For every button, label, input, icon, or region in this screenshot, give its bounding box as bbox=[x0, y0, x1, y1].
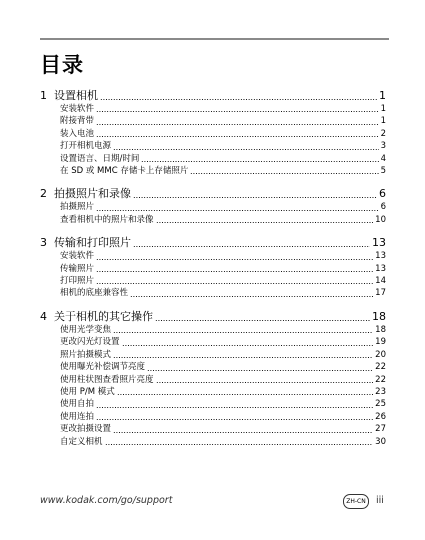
subentry-page: 10 bbox=[375, 214, 386, 225]
toc-subentry[interactable] bbox=[40, 115, 386, 127]
subentry-title: 安装软件 bbox=[60, 251, 95, 262]
subentry-title: 打开相机电源 bbox=[60, 141, 112, 152]
subentry-page: 13 bbox=[375, 251, 386, 262]
subentry-page: 25 bbox=[375, 399, 386, 410]
subentry-page: 1 bbox=[380, 116, 386, 127]
subentry-title: 自定义相机 bbox=[60, 436, 103, 447]
subentry-title: 设置语言、日期/时间 bbox=[60, 153, 140, 164]
toc-subentry[interactable] bbox=[40, 287, 386, 299]
subentry-title: 附接背带 bbox=[60, 116, 95, 127]
dot-leader bbox=[141, 161, 378, 162]
dot-leader bbox=[96, 259, 373, 260]
dot-leader bbox=[113, 357, 373, 358]
toc-subentry[interactable] bbox=[40, 140, 386, 152]
subentry-page: 3 bbox=[380, 141, 386, 152]
footer-url[interactable]: www.kodak.com/go/support bbox=[40, 495, 173, 506]
chapter-number: 3 bbox=[40, 236, 47, 250]
toc-section bbox=[40, 235, 386, 300]
subentry-page: 27 bbox=[375, 424, 386, 435]
language-badge: ZH-CN bbox=[343, 494, 369, 509]
subentry-page: 17 bbox=[375, 288, 386, 299]
subentry-page: 18 bbox=[375, 324, 386, 335]
dot-leader bbox=[113, 432, 373, 433]
subentry-page: 26 bbox=[375, 411, 386, 422]
toc-subentry[interactable] bbox=[40, 349, 386, 361]
subentry-page: 1 bbox=[380, 104, 386, 114]
chapter-title: 设置相机 bbox=[54, 89, 98, 102]
subentry-page: 20 bbox=[375, 349, 386, 360]
toc-subentry[interactable] bbox=[40, 423, 386, 435]
toc-subentry[interactable] bbox=[40, 386, 386, 398]
subentry-title: 传输照片 bbox=[60, 263, 95, 274]
toc-subentry[interactable] bbox=[40, 398, 386, 410]
chapter-page: 13 bbox=[372, 236, 386, 250]
chapter-number: 1 bbox=[40, 89, 47, 102]
subentry-title: 使用 P/M 模式 bbox=[60, 386, 115, 397]
chapter-page: 1 bbox=[379, 89, 386, 102]
dot-leader bbox=[133, 246, 370, 247]
dot-leader bbox=[96, 271, 373, 272]
subentry-page: 4 bbox=[380, 153, 386, 164]
top-rule bbox=[40, 38, 389, 40]
toc-chapter-entry[interactable] bbox=[40, 309, 386, 324]
dot-leader bbox=[100, 99, 377, 100]
subentry-page: 22 bbox=[375, 374, 386, 385]
subentry-title: 使用光学变焦 bbox=[60, 324, 112, 335]
subentry-title: 装入电池 bbox=[60, 128, 95, 139]
subentry-title: 更改闪光灯设置 bbox=[60, 337, 120, 348]
subentry-page: 6 bbox=[380, 202, 386, 213]
toc-subentry[interactable] bbox=[40, 436, 386, 448]
toc-chapter-entry[interactable] bbox=[40, 88, 386, 103]
page-title: 目录 bbox=[40, 53, 84, 77]
toc-subentry[interactable] bbox=[40, 165, 386, 177]
toc-chapter-entry[interactable] bbox=[40, 235, 386, 250]
subentry-page: 30 bbox=[375, 436, 386, 447]
toc-section bbox=[40, 186, 386, 226]
toc-subentry[interactable] bbox=[40, 374, 386, 386]
toc-subentry[interactable] bbox=[40, 201, 386, 213]
subentry-title: 使用自拍 bbox=[60, 399, 95, 410]
chapter-title: 传输和打印照片 bbox=[54, 236, 131, 250]
dot-leader bbox=[117, 394, 373, 395]
toc-subentry[interactable] bbox=[40, 324, 386, 336]
toc-subentry[interactable] bbox=[40, 361, 386, 373]
subentry-title: 使用柱状图查看照片亮度 bbox=[60, 374, 154, 385]
subentry-title: 照片拍摄模式 bbox=[60, 349, 112, 360]
dot-leader bbox=[96, 124, 379, 125]
subentry-page: 2 bbox=[380, 128, 386, 139]
dot-leader bbox=[96, 111, 379, 112]
subentry-title: 打印照片 bbox=[60, 276, 95, 287]
dot-leader bbox=[130, 296, 373, 297]
dot-leader bbox=[105, 444, 374, 445]
subentry-title: 安装软件 bbox=[60, 104, 95, 114]
dot-leader bbox=[190, 173, 378, 174]
toc-subentry[interactable] bbox=[40, 263, 386, 275]
chapter-title: 拍摄照片和录像 bbox=[54, 187, 131, 201]
chapter-number: 4 bbox=[40, 309, 47, 323]
dot-leader bbox=[147, 370, 373, 371]
page-number: iii bbox=[376, 495, 384, 506]
subentry-page: 13 bbox=[375, 263, 386, 274]
toc-subentry[interactable] bbox=[40, 275, 386, 287]
dot-leader bbox=[96, 419, 373, 420]
subentry-page: 22 bbox=[375, 362, 386, 373]
chapter-number: 2 bbox=[40, 187, 47, 201]
dot-leader bbox=[113, 149, 379, 150]
dot-leader bbox=[96, 283, 373, 284]
toc-chapter-entry[interactable] bbox=[40, 186, 386, 201]
subentry-page: 19 bbox=[375, 337, 386, 348]
toc-subentry[interactable] bbox=[40, 250, 386, 262]
chapter-title: 关于相机的其它操作 bbox=[54, 309, 153, 323]
table-of-contents bbox=[40, 88, 386, 457]
subentry-title: 使用曝光补偿调节亮度 bbox=[60, 362, 146, 373]
dot-leader bbox=[133, 197, 377, 198]
toc-subentry[interactable] bbox=[40, 128, 386, 140]
chapter-page: 6 bbox=[379, 187, 386, 201]
toc-subentry[interactable] bbox=[40, 103, 386, 115]
subentry-page: 14 bbox=[375, 276, 386, 287]
subentry-title: 拍摄照片 bbox=[60, 202, 95, 213]
dot-leader bbox=[96, 210, 379, 211]
subentry-title: 在 SD 或 MMC 存储卡上存储照片 bbox=[60, 166, 189, 177]
chapter-page: 18 bbox=[372, 309, 386, 323]
toc-section bbox=[40, 88, 386, 177]
dot-leader bbox=[96, 136, 379, 137]
dot-leader bbox=[156, 382, 374, 383]
dot-leader bbox=[96, 407, 373, 408]
subentry-title: 相机的底座兼容性 bbox=[60, 288, 129, 299]
dot-leader bbox=[156, 222, 374, 223]
dot-leader bbox=[113, 332, 373, 333]
toc-subentry[interactable] bbox=[40, 153, 386, 165]
toc-subentry[interactable] bbox=[40, 336, 386, 348]
subentry-title: 使用连拍 bbox=[60, 411, 95, 422]
subentry-title: 更改拍摄设置 bbox=[60, 424, 112, 435]
subentry-title: 查看相机中的照片和录像 bbox=[60, 214, 154, 225]
toc-section bbox=[40, 309, 386, 448]
toc-subentry[interactable] bbox=[40, 411, 386, 423]
subentry-page: 23 bbox=[375, 386, 386, 397]
toc-subentry[interactable] bbox=[40, 214, 386, 226]
subentry-page: 5 bbox=[380, 166, 386, 177]
dot-leader bbox=[155, 320, 370, 321]
dot-leader bbox=[122, 345, 374, 346]
